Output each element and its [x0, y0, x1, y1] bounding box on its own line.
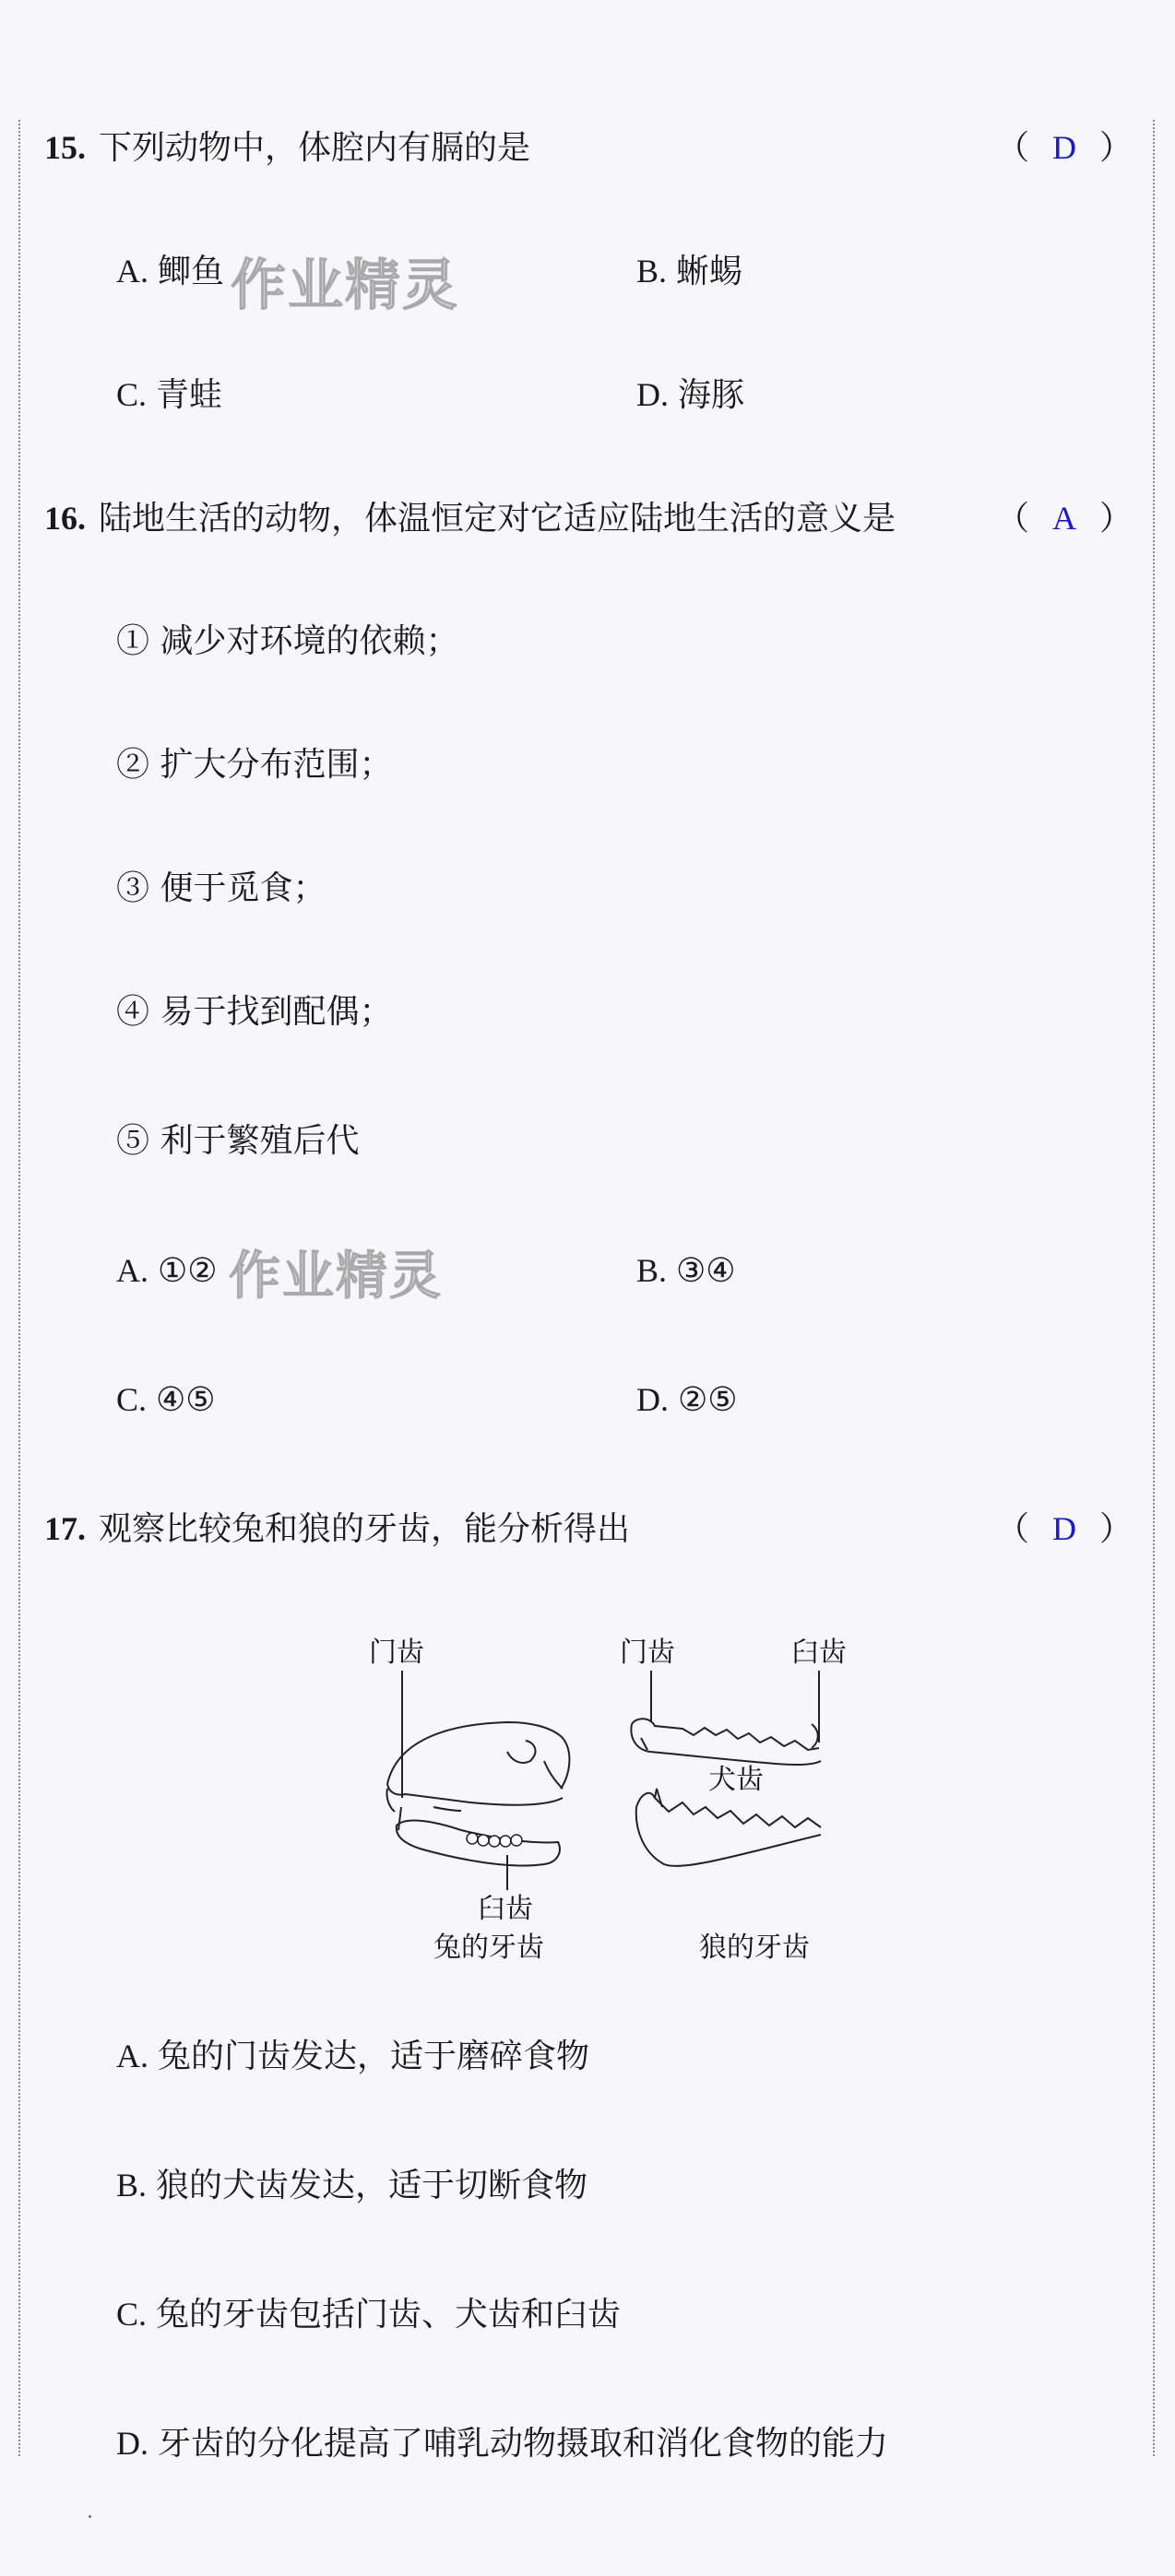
answer-open-paren: （ — [995, 129, 1029, 166]
question-number: 16. — [44, 500, 86, 537]
option-text: 狼的犬齿发达，适于切断食物 — [156, 2167, 588, 2204]
answer-open-paren: （ — [995, 1510, 1029, 1547]
option-letter: B. — [636, 253, 668, 290]
statement-item: ① 减少对环境的依赖； — [116, 622, 459, 660]
answer-value: D — [1051, 1510, 1076, 1547]
answer-value: D — [1051, 129, 1076, 166]
option-letter: A. — [116, 253, 148, 290]
option-text: 海豚 — [678, 376, 745, 414]
question-text: 观察比较兔和狼的牙齿，能分析得出 — [99, 1510, 631, 1548]
option-text: 鲫鱼 — [158, 253, 225, 290]
rabbit-caption: 兔的牙齿 — [433, 1932, 544, 1964]
rabbit-incisor-label: 门齿 — [369, 1637, 424, 1669]
option-letter: A. — [116, 1252, 148, 1289]
option-c — [116, 374, 222, 416]
question-16-answer — [996, 498, 1133, 538]
option-a — [116, 1250, 218, 1292]
option-d — [636, 374, 744, 416]
question-17-stem — [44, 1508, 630, 1550]
option-letter: B. — [116, 2167, 148, 2204]
answer-close-paren: ） — [1098, 500, 1133, 537]
question-15-answer — [996, 127, 1133, 168]
option-letter: D. — [636, 376, 669, 413]
option-text: 青蛙 — [156, 376, 223, 414]
option-text: ④⑤ — [156, 1381, 216, 1419]
option-d — [636, 1379, 738, 1421]
option-letter: C. — [116, 1381, 148, 1418]
wolf-canine-label: 犬齿 — [708, 1764, 764, 1796]
option-a — [116, 2036, 589, 2077]
option-c — [116, 1379, 216, 1421]
question-number: 17. — [44, 1510, 86, 1547]
statement-item: ⑤ 利于繁殖后代 — [116, 1122, 360, 1160]
option-b — [636, 251, 742, 292]
option-text: ②⑤ — [678, 1381, 738, 1419]
option-letter: D. — [636, 1381, 669, 1418]
option-text: 兔的门齿发达，适于磨碎食物 — [158, 2038, 590, 2075]
question-15-stem — [44, 127, 530, 169]
option-text: 兔的牙齿包括门齿、犬齿和臼齿 — [156, 2296, 622, 2334]
rabbit-skull-drawing — [386, 1722, 569, 1866]
option-c — [116, 2294, 621, 2335]
option-letter: A. — [116, 2038, 148, 2074]
rabbit-molars — [467, 1833, 522, 1847]
rabbit-molar-label: 臼齿 — [478, 1893, 533, 1925]
statement-item: ③ 便于觅食； — [116, 869, 326, 907]
option-d — [116, 2423, 888, 2464]
wolf-molar-label: 臼齿 — [791, 1637, 847, 1669]
wolf-caption: 狼的牙齿 — [699, 1932, 810, 1964]
page-speck — [89, 2515, 91, 2518]
question-16-stem — [44, 498, 896, 539]
option-text: ③④ — [676, 1252, 736, 1290]
question-text: 陆地生活的动物，体温恒定对它适应陆地生活的意义是 — [99, 500, 896, 538]
question-number: 15. — [44, 129, 86, 166]
option-a — [116, 251, 224, 292]
answer-open-paren: （ — [995, 500, 1029, 537]
option-letter: C. — [116, 376, 148, 413]
left-dotted-border — [18, 120, 20, 2456]
option-text: 牙齿的分化提高了哺乳动物摄取和消化食物的能力 — [158, 2425, 889, 2463]
option-letter: D. — [116, 2425, 148, 2462]
answer-close-paren: ） — [1098, 1510, 1133, 1547]
right-dotted-border — [1153, 120, 1155, 2456]
answer-value: A — [1051, 500, 1076, 537]
option-b — [636, 1250, 736, 1292]
option-text: 蜥蜴 — [676, 253, 743, 290]
statement-item: ④ 易于找到配偶； — [116, 993, 393, 1031]
option-text: ①② — [158, 1252, 218, 1290]
statement-item: ② 扩大分布范围； — [116, 746, 393, 784]
option-letter: B. — [636, 1252, 668, 1289]
question-17-answer — [996, 1508, 1133, 1549]
teeth-figure — [332, 1613, 904, 1964]
wolf-incisor-label: 门齿 — [620, 1637, 675, 1669]
question-text: 下列动物中，体腔内有膈的是 — [99, 129, 531, 167]
option-letter: C. — [116, 2296, 148, 2333]
option-b — [116, 2165, 588, 2206]
watermark: 作业精灵 — [229, 1247, 443, 1306]
watermark: 作业精灵 — [231, 254, 459, 318]
answer-close-paren: ） — [1098, 129, 1133, 166]
